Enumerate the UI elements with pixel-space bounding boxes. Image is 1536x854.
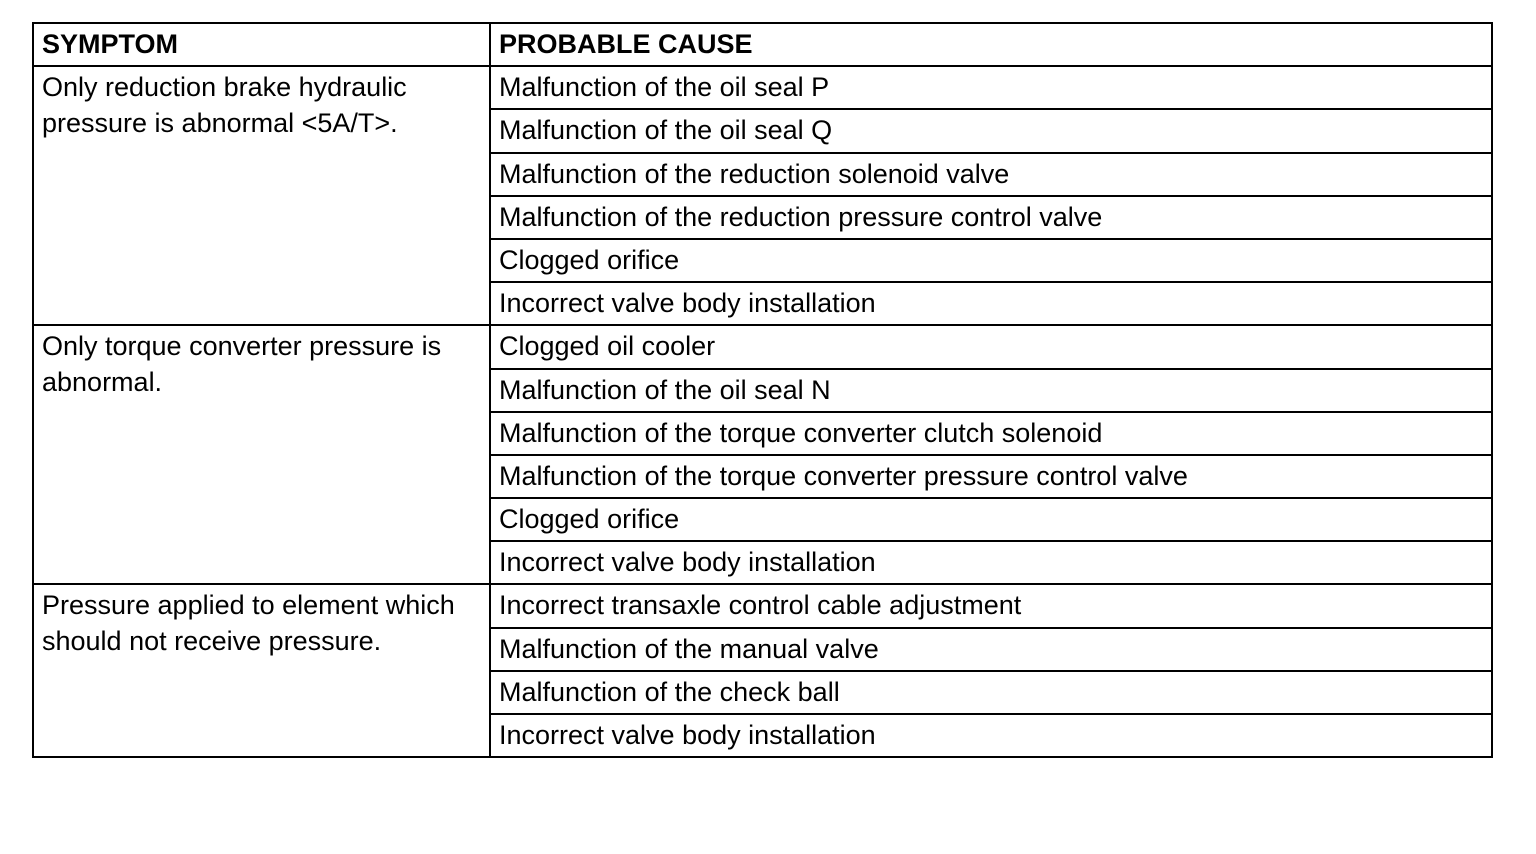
- cause-cell: Malfunction of the oil seal P: [490, 66, 1492, 109]
- header-row: [33, 23, 1492, 66]
- cause-cell: Clogged orifice: [490, 239, 1492, 282]
- diagnosis-table: [32, 22, 1493, 758]
- cause-cell: Malfunction of the torque converter clutch solenoid: [490, 412, 1492, 455]
- cause-cell: Malfunction of the oil seal Q: [490, 109, 1492, 152]
- cause-cell: Incorrect transaxle control cable adjustment: [490, 584, 1492, 627]
- symptom-cell: Only torque converter pressure is abnormal.: [33, 325, 490, 584]
- cause-cell: Incorrect valve body installation: [490, 282, 1492, 325]
- cause-cell: Incorrect valve body installation: [490, 541, 1492, 584]
- symptom-cell: Only reduction brake hydraulic pressure is abnormal <5A/T>.: [33, 66, 490, 325]
- cause-cell: Clogged oil cooler: [490, 325, 1492, 368]
- table-row: [33, 325, 1492, 368]
- cause-cell: Malfunction of the reduction solenoid valve: [490, 153, 1492, 196]
- cause-cell: Clogged orifice: [490, 498, 1492, 541]
- cause-cell: Malfunction of the manual valve: [490, 628, 1492, 671]
- table-row: [33, 66, 1492, 109]
- table-row: [33, 584, 1492, 627]
- symptom-header: SYMPTOM: [33, 23, 490, 66]
- cause-cell: Malfunction of the reduction pressure control valve: [490, 196, 1492, 239]
- cause-cell: Malfunction of the check ball: [490, 671, 1492, 714]
- probable-cause-header: PROBABLE CAUSE: [490, 23, 1492, 66]
- cause-cell: Incorrect valve body installation: [490, 714, 1492, 757]
- cause-cell: Malfunction of the torque converter pressure control valve: [490, 455, 1492, 498]
- cause-cell: Malfunction of the oil seal N: [490, 369, 1492, 412]
- symptom-cell: Pressure applied to element which should not receive pressure.: [33, 584, 490, 757]
